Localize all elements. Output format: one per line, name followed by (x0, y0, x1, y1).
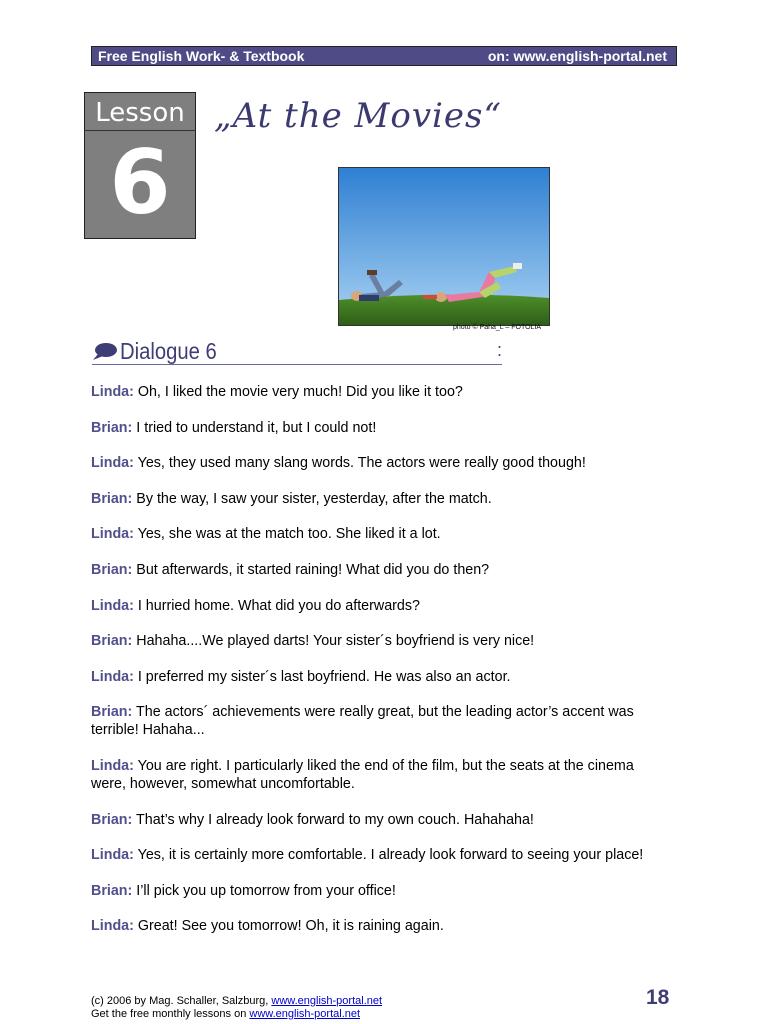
dialogue-text: Yes, it is certainly more comfortable. I already look forward to seeing your place! (133, 847, 644, 864)
dialogue-line (91, 632, 661, 650)
lesson-photo (338, 167, 550, 326)
dialogue-line (91, 419, 661, 437)
dialogue-text: Oh, I liked the movie very much! Did you like it too? (133, 384, 463, 400)
speaker-name: Linda: (91, 384, 134, 400)
speech-bubble-icon (92, 341, 118, 361)
speaker-name: Brian: (91, 561, 133, 578)
footer-promo: Get the free monthly lessons on (91, 1008, 250, 1020)
speaker-name: Brian: (91, 704, 133, 721)
dialogue-line (91, 490, 661, 508)
photo-credit: photo © Paha_L – FOTOLIA (453, 324, 542, 331)
speaker-name: Brian: (91, 490, 133, 507)
section-heading-text: Dialogue 6 (120, 337, 217, 364)
dialogue-line (91, 454, 661, 472)
dialogue-line (91, 811, 661, 829)
header-title: Free English Work- & Textbook (98, 48, 305, 64)
dialogue-line (91, 668, 661, 686)
speaker-name: Linda: (91, 526, 134, 543)
speaker-name: Linda: (91, 757, 134, 774)
dialogue-line (91, 525, 661, 543)
speaker-name: Linda: (91, 597, 134, 614)
dialogue-list (91, 383, 661, 953)
dialogue-text: By the way, I saw your sister, yesterday, after the match. (132, 490, 492, 507)
section-heading (92, 338, 502, 365)
dialogue-text: I hurried home. What did you do afterwards? (133, 597, 420, 614)
speaker-name: Linda: (91, 847, 134, 864)
dialogue-line (91, 917, 661, 935)
page-number: 18 (646, 986, 670, 1009)
speaker-name: Brian: (91, 882, 133, 899)
speaker-name: Linda: (91, 668, 134, 685)
dialogue-line (91, 703, 661, 739)
dialogue-line (91, 882, 661, 900)
speaker-name: Brian: (91, 419, 133, 436)
dialogue-line (91, 846, 661, 864)
lesson-badge (84, 92, 196, 239)
speaker-name: Linda: (91, 455, 134, 472)
dialogue-text: That’s why I already look forward to my own couch. Hahahaha! (132, 811, 534, 828)
dialogue-text: Great! See you tomorrow! Oh, it is raining again. (133, 918, 444, 935)
dialogue-line (91, 757, 661, 793)
dialogue-text: I’ll pick you up tomorrow from your office! (132, 882, 396, 899)
dialogue-text: You are right. I particularly liked the end of the film, but the seats at the cinema were, however, somewhat uncomfortable. (91, 757, 634, 792)
section-heading-colon: : (496, 340, 502, 360)
footer-link-1[interactable]: www.english-portal.net (271, 995, 383, 1007)
dialogue-text: I preferred my sister´s last boyfriend. He was also an actor. (133, 668, 511, 685)
header-bar (91, 46, 677, 66)
dialogue-text: Yes, she was at the match too. She liked it a lot. (133, 526, 441, 543)
dialogue-line (91, 561, 661, 579)
dialogue-text: Yes, they used many slang words. The actors were really good though! (133, 455, 586, 472)
footer (91, 995, 382, 1021)
header-website: on: www.english-portal.net (487, 48, 667, 64)
speaker-name: Linda: (91, 918, 134, 935)
speaker-name: Brian: (91, 633, 133, 650)
dialogue-line (91, 597, 661, 615)
dialogue-text: But afterwards, it started raining! What did you do then? (132, 561, 490, 578)
dialogue-line (91, 383, 661, 401)
lesson-title: „At the Movies“ (214, 96, 502, 136)
lesson-number: 6 (109, 131, 171, 234)
dialogue-text: Hahaha....We played darts! Your sister´s boyfriend is very nice! (132, 633, 535, 650)
footer-copyright: (c) 2006 by Mag. Schaller, Salzburg, (91, 995, 272, 1007)
dialogue-text: The actors´ achievements were really great, but the leading actor’s accent was terrible! Hahaha... (91, 704, 634, 739)
lesson-label: Lesson (85, 96, 195, 131)
speaker-name: Brian: (91, 811, 133, 828)
footer-link-2[interactable]: www.english-portal.net (249, 1008, 361, 1020)
dialogue-text: I tried to understand it, but I could not! (132, 419, 377, 436)
